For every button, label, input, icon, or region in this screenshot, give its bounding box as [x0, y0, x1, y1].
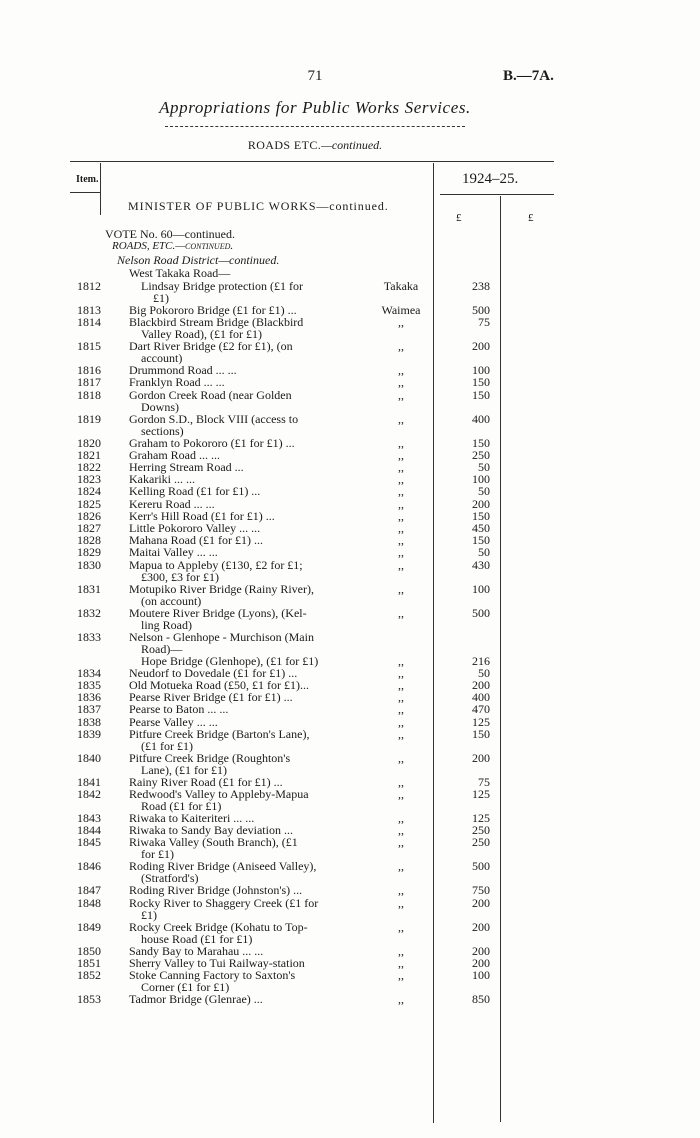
- county-name: ,,: [398, 605, 404, 620]
- amount: 500: [472, 859, 490, 874]
- item-description: [129, 921, 343, 945]
- item-number: 1844: [77, 823, 101, 838]
- item-description: [129, 824, 343, 836]
- item-number: 1833: [77, 629, 101, 644]
- county-name: ,,: [398, 835, 404, 850]
- item-description-line: Riwaka Valley (South Branch), (£1: [129, 835, 298, 850]
- county-name: Takaka: [383, 279, 419, 293]
- item-description: [129, 364, 343, 376]
- item-description-line: Gordon Creek Road (near Golden: [129, 387, 292, 402]
- item-description-line: Pearse Valley ... ...: [129, 714, 218, 729]
- item-description: [129, 510, 343, 522]
- county-name: ,,: [398, 992, 404, 1006]
- county-name: ,,: [398, 702, 404, 717]
- item-description-line: Rainy River Road (£1 for £1) ...: [129, 774, 283, 789]
- item-description-continuation: sections): [141, 423, 184, 438]
- county-name: ,,: [398, 895, 404, 910]
- amount: 150: [472, 508, 490, 523]
- amount: 150: [472, 375, 490, 390]
- item-description-line: Stoke Canning Factory to Saxton's: [129, 968, 296, 982]
- item-description-continuation: (£1 for £1): [141, 738, 193, 753]
- item-description: [129, 437, 343, 449]
- item-description-line: Sandy Bay to Marahau ... ...: [129, 943, 264, 958]
- amount: 100: [472, 968, 490, 982]
- amount: 100: [472, 581, 490, 596]
- item-number: 1812: [77, 279, 101, 293]
- amount: 150: [472, 387, 490, 402]
- year-column-header: 1924–25.: [462, 171, 519, 187]
- item-description-line: Tadmor Bridge (Glenrae) ...: [129, 992, 263, 1006]
- item-description-line: Kakariki ... ...: [129, 472, 195, 487]
- item-number: 1821: [77, 447, 101, 462]
- item-description: [129, 812, 343, 824]
- amount: 430: [472, 557, 490, 572]
- item-description-line: Herring Stream Road ...: [129, 460, 244, 474]
- item-description: [129, 376, 343, 388]
- item-description-continuation: for £1): [141, 847, 174, 862]
- item-description: [129, 485, 343, 497]
- county-name: ,,: [398, 823, 404, 838]
- item-number: 1825: [77, 496, 101, 511]
- county-column-divider: [433, 163, 434, 1123]
- item-description-continuation: (Stratford's): [141, 871, 199, 886]
- county-name: ,,: [398, 714, 404, 729]
- item-description-continuation: ling Road): [141, 617, 192, 632]
- county-name: ,,: [398, 690, 404, 705]
- amount: 450: [472, 521, 490, 535]
- item-description-line: Neudorf to Dovedale (£1 for £1) ...: [129, 665, 298, 680]
- item-description-line: Riwaka to Sandy Bay deviation ...: [129, 823, 293, 838]
- county-name: ,,: [398, 774, 404, 789]
- amount: 470: [472, 702, 490, 717]
- item-description: [129, 559, 343, 583]
- county-name: ,,: [398, 508, 404, 523]
- item-number: 1815: [77, 339, 101, 354]
- item-description: [129, 716, 343, 728]
- amount: 400: [472, 411, 490, 426]
- item-number: 1828: [77, 533, 101, 548]
- amount: 100: [472, 472, 490, 487]
- amount: 400: [472, 690, 490, 705]
- county-name: ,,: [398, 726, 404, 741]
- amount: 250: [472, 823, 490, 838]
- amount: 50: [478, 484, 490, 499]
- amount: 125: [472, 787, 490, 801]
- amount: 150: [472, 726, 490, 741]
- item-number: 1824: [77, 484, 101, 499]
- item-description-line: Nelson - Glenhope - Murchison (Main: [129, 629, 314, 644]
- item-description-continuation: Lane), (£1 for £1): [141, 762, 227, 777]
- item-description-line: Kereru Road ... ...: [129, 496, 215, 511]
- item-number: 1847: [77, 883, 101, 898]
- item-number: 1837: [77, 702, 101, 717]
- item-description: [129, 836, 343, 860]
- item-description-line: Riwaka to Kaiteriteri ... ...: [129, 811, 255, 825]
- page-number: 71: [307, 68, 323, 84]
- amount: 850: [472, 992, 490, 1006]
- item-number: 1832: [77, 605, 101, 620]
- county-name: ,,: [398, 484, 404, 499]
- item-description-line: Redwood's Valley to Appleby-Mapua: [129, 787, 309, 801]
- item-number: 1819: [77, 411, 101, 426]
- item-description: [129, 897, 343, 921]
- page-title: Appropriations for Public Works Services.: [159, 98, 471, 117]
- county-name: ,,: [398, 678, 404, 692]
- item-description-line: Lindsay Bridge protection (£1 for: [141, 279, 303, 293]
- item-description-continuation: (on account): [141, 593, 202, 608]
- pound-column-header-1: £: [456, 212, 462, 224]
- item-description: [129, 449, 343, 461]
- county-name: ,,: [398, 665, 404, 680]
- item-number: 1827: [77, 521, 101, 535]
- item-description-line: Franklyn Road ... ...: [129, 375, 225, 390]
- amount: 50: [478, 545, 490, 560]
- item-description: [129, 413, 343, 437]
- county-name: ,,: [398, 968, 404, 982]
- amount: 200: [472, 496, 490, 511]
- amount: 125: [472, 811, 490, 825]
- item-description: [129, 583, 343, 607]
- district-heading: Nelson Road District—continued.: [117, 253, 280, 267]
- county-name: ,,: [398, 496, 404, 511]
- item-description: [129, 945, 343, 957]
- item-description: [129, 752, 343, 776]
- amount: 200: [472, 943, 490, 958]
- amount: 50: [478, 665, 490, 680]
- item-number: 1814: [77, 315, 101, 330]
- item-description-line: Pearse to Baton ... ...: [129, 702, 229, 717]
- item-description-line: Big Pokororo Bridge (£1 for £1) ...: [129, 303, 297, 317]
- item-description-line: Pitfure Creek Bridge (Roughton's: [129, 750, 291, 765]
- amount: 75: [478, 774, 490, 789]
- item-number: 1850: [77, 943, 101, 958]
- county-name: ,,: [398, 363, 404, 378]
- item-number: 1818: [77, 387, 101, 402]
- item-number: 1839: [77, 726, 101, 741]
- item-description-continuation: £300, £3 for £1): [141, 569, 219, 584]
- item-number: 1840: [77, 750, 101, 765]
- item-description-line: Kerr's Hill Road (£1 for £1) ...: [129, 508, 275, 523]
- item-number: 1841: [77, 774, 101, 789]
- item-number: 1835: [77, 678, 101, 692]
- item-description: [129, 860, 343, 884]
- amount: 200: [472, 678, 490, 692]
- item-number: 1817: [77, 375, 101, 390]
- item-description-line: Pearse River Bridge (£1 for £1) ...: [129, 690, 293, 705]
- item-description: [129, 969, 343, 993]
- amount: 250: [472, 447, 490, 462]
- item-description-continuation: Valley Road), (£1 for £1): [141, 327, 262, 342]
- county-name: ,,: [398, 387, 404, 402]
- county-name: ,,: [398, 943, 404, 958]
- item-description-line: Rocky Creek Bridge (Kohatu to Top-: [129, 919, 308, 934]
- item-description: [129, 703, 343, 715]
- roads-heading: ROADS, ETC.—continued.: [112, 240, 234, 252]
- item-number: 1834: [77, 665, 101, 680]
- item-description: [129, 788, 343, 812]
- county-name: ,,: [398, 811, 404, 825]
- county-name: ,,: [398, 472, 404, 487]
- item-description: [129, 607, 343, 631]
- item-description-continuation: £1): [153, 291, 169, 305]
- county-name: Waimea: [381, 303, 421, 317]
- amount: 150: [472, 533, 490, 548]
- item-number: 1820: [77, 435, 101, 450]
- item-description-line: Moutere River Bridge (Lyons), (Kel-: [129, 605, 307, 620]
- item-description-line: Maitai Valley ... ...: [129, 545, 218, 560]
- item-number: 1816: [77, 363, 101, 378]
- amount: 200: [472, 955, 490, 970]
- section-suffix: —continued.: [321, 138, 383, 152]
- item-description: [129, 498, 343, 510]
- item-description: [129, 957, 343, 969]
- item-column-header: Item.: [76, 174, 99, 185]
- county-name: ,,: [398, 460, 404, 474]
- item-description-line: Blackbird Stream Bridge (Blackbird: [129, 315, 304, 330]
- amount: 750: [472, 883, 490, 898]
- item-description: [141, 655, 343, 667]
- pound-column-header-2: £: [528, 212, 534, 224]
- item-number: 1838: [77, 714, 101, 729]
- table-top-rule: [70, 161, 554, 162]
- item-description-continuation: Road (£1 for £1): [141, 799, 222, 813]
- item-number: 1813: [77, 303, 101, 317]
- item-number: 1831: [77, 581, 101, 596]
- item-description-line: Old Motueka Road (£50, £1 for £1)...: [129, 678, 309, 692]
- item-description: [129, 667, 343, 679]
- item-description-line: Roding River Bridge (Johnston's) ...: [129, 883, 303, 898]
- item-description: [129, 473, 343, 485]
- county-name: ,,: [398, 557, 404, 572]
- item-number: 1845: [77, 835, 101, 850]
- road-subheading: West Takaka Road—: [129, 266, 231, 280]
- county-name: ,,: [398, 411, 404, 426]
- item-number: 1823: [77, 472, 101, 487]
- item-number: 1842: [77, 787, 101, 801]
- item-description: [129, 691, 343, 703]
- item-number: 1848: [77, 895, 101, 910]
- county-name: ,,: [398, 447, 404, 462]
- amount: 200: [472, 339, 490, 354]
- item-description: [129, 461, 343, 473]
- item-number: 1851: [77, 955, 101, 970]
- county-name: ,,: [398, 375, 404, 390]
- county-name: ,,: [398, 581, 404, 596]
- item-description-continuation: Downs): [141, 399, 179, 414]
- amount: 250: [472, 835, 490, 850]
- item-description-line: Graham to Pokororo (£1 for £1) ...: [129, 435, 295, 450]
- item-description-line: Mapua to Appleby (£130, £2 for £1;: [129, 557, 303, 572]
- county-name: ,,: [398, 955, 404, 970]
- county-name: ,,: [398, 533, 404, 548]
- amount: 200: [472, 919, 490, 934]
- item-description-continuation: Road)—: [141, 641, 183, 656]
- amount: 50: [478, 460, 490, 474]
- item-description: [129, 776, 343, 788]
- item-description-line: Drummond Road ... ...: [129, 363, 237, 378]
- item-description: [129, 534, 343, 546]
- item-description-line: Roding River Bridge (Aniseed Valley),: [129, 859, 317, 874]
- county-name: ,,: [398, 339, 404, 354]
- county-name: ,,: [398, 787, 404, 801]
- item-number: 1849: [77, 919, 101, 934]
- item-description: [129, 631, 343, 655]
- item-description-line: Hope Bridge (Glenhope), (£1 for £1): [141, 653, 319, 668]
- amount: 75: [478, 315, 490, 330]
- item-description-continuation: Corner (£1 for £1): [141, 980, 230, 994]
- amount-column-divider: [500, 196, 501, 1122]
- amount: 216: [472, 653, 490, 668]
- ministry-heading: MINISTER OF PUBLIC WORKS—continued.: [128, 199, 389, 213]
- item-number: 1836: [77, 690, 101, 705]
- item-number: 1843: [77, 811, 101, 825]
- item-description: [129, 522, 343, 534]
- item-description-line: Mahana Road (£1 for £1) ...: [129, 533, 263, 548]
- item-description-continuation: £1): [141, 907, 157, 922]
- item-description-line: Dart River Bridge (£2 for £1), (on: [129, 339, 293, 354]
- section-title: [0, 138, 630, 153]
- item-description-line: Sherry Valley to Tui Railway-station: [129, 955, 305, 970]
- amount: 200: [472, 750, 490, 765]
- county-name: ,,: [398, 750, 404, 765]
- section-name: ROADS ETC.: [247, 138, 322, 152]
- county-name: ,,: [398, 435, 404, 450]
- item-number: 1852: [77, 968, 101, 982]
- item-description-line: Pitfure Creek Bridge (Barton's Lane),: [129, 726, 310, 741]
- county-name: ,,: [398, 919, 404, 934]
- item-description: [129, 546, 343, 558]
- page-code: B.—7A.: [503, 68, 554, 84]
- title-rule: [165, 126, 465, 127]
- item-description-continuation: house Road (£1 for £1): [141, 931, 253, 946]
- item-number: 1853: [77, 992, 101, 1006]
- item-number: 1846: [77, 859, 101, 874]
- amount: 125: [472, 714, 490, 729]
- item-description: [129, 389, 343, 413]
- item-description: [129, 993, 343, 1005]
- county-name: ,,: [398, 521, 404, 535]
- amount: 200: [472, 895, 490, 910]
- item-description: [129, 728, 343, 752]
- vote-heading: VOTE No. 60—continued.: [105, 227, 235, 241]
- item-description: [129, 304, 343, 316]
- item-description-line: Motupiko River Bridge (Rainy River),: [129, 581, 314, 596]
- item-description: [129, 316, 343, 340]
- amount: 238: [472, 279, 490, 293]
- amount: 500: [472, 303, 490, 317]
- item-description-line: Rocky River to Shaggery Creek (£1 for: [129, 895, 319, 910]
- item-number: 1830: [77, 557, 101, 572]
- county-name: ,,: [398, 545, 404, 560]
- item-description: [129, 340, 343, 364]
- item-description-continuation: account): [141, 351, 183, 366]
- item-number: 1826: [77, 508, 101, 523]
- item-header-rule: [70, 192, 100, 193]
- item-description-line: Kelling Road (£1 for £1) ...: [129, 484, 261, 499]
- item-description: [129, 884, 343, 896]
- county-name: ,,: [398, 883, 404, 898]
- item-description-line: Little Pokororo Valley ... ...: [129, 521, 261, 535]
- item-description: [141, 280, 343, 304]
- item-number: 1822: [77, 460, 101, 474]
- county-name: ,,: [398, 653, 404, 668]
- item-description-line: Graham Road ... ...: [129, 447, 220, 462]
- amount: 100: [472, 363, 490, 378]
- item-number: 1829: [77, 545, 101, 560]
- year-header-rule: [440, 194, 554, 195]
- county-name: ,,: [398, 859, 404, 874]
- item-column-divider: [100, 163, 101, 215]
- item-description-line: Gordon S.D., Block VIII (access to: [129, 411, 299, 426]
- amount: 500: [472, 605, 490, 620]
- amount: 150: [472, 435, 490, 450]
- item-description: [129, 679, 343, 691]
- county-name: ,,: [398, 315, 404, 330]
